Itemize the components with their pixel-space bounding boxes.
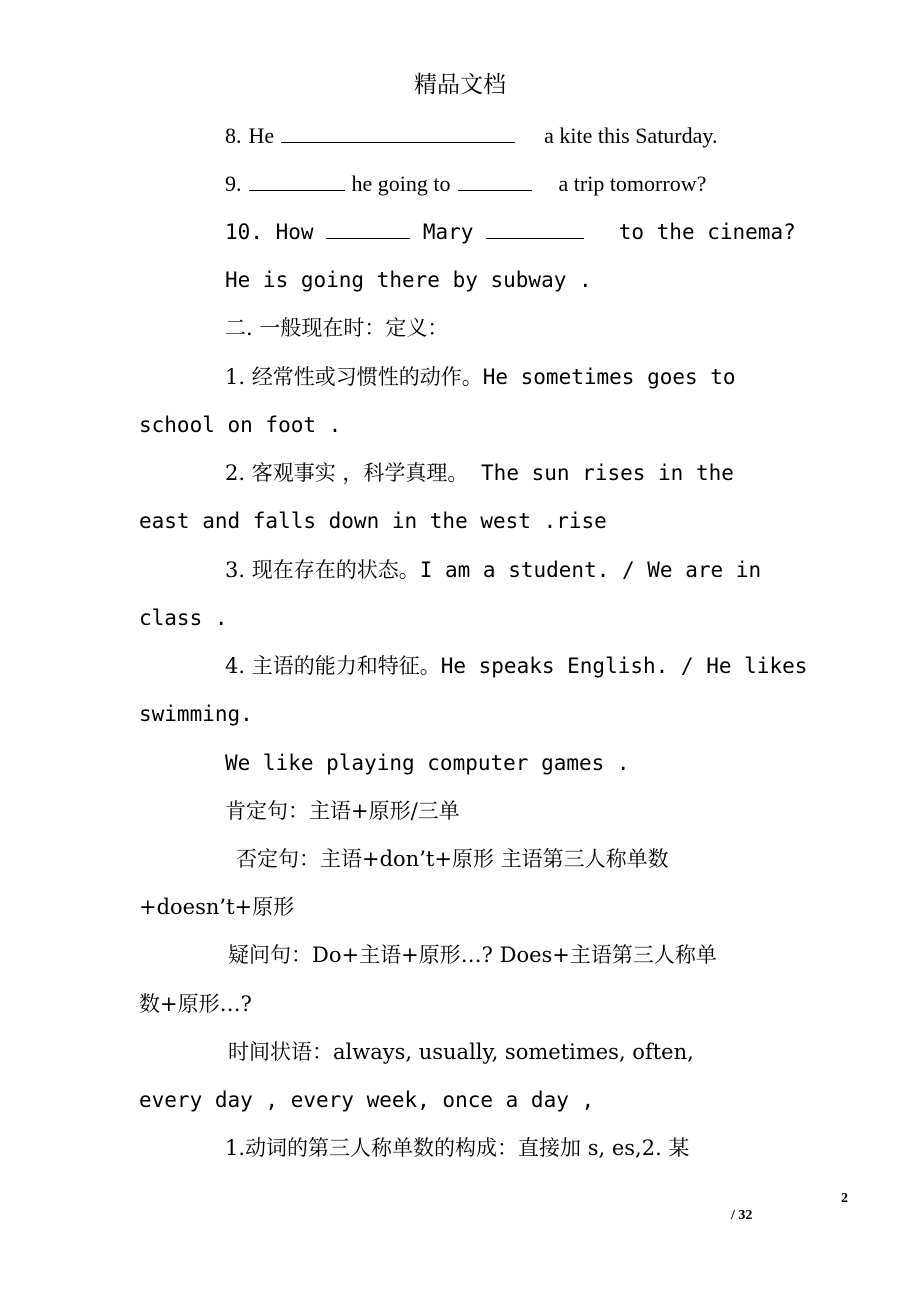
exercise-text: he going to: [351, 171, 451, 196]
definition-continuation: school on foot .: [139, 413, 342, 437]
definition-lead: 4. 主语的能力和特征。: [225, 654, 441, 678]
exercise-9: [225, 169, 706, 200]
answer-blank[interactable]: [326, 218, 410, 239]
exercise-number: 10.: [225, 220, 263, 244]
definition-example: He sometimes goes to: [482, 365, 736, 389]
definition-example: The sun rises in the: [468, 461, 734, 485]
definition-item-3: [225, 555, 761, 586]
exercise-10: [225, 217, 796, 247]
definition-lead: 3. 现在存在的状态。: [225, 558, 420, 582]
definition-lead: 2. 客观事实 ，科学真理。: [225, 461, 469, 485]
exercise-text: to the cinema?: [618, 220, 796, 244]
definition-item-1: [225, 362, 736, 393]
section-title: 二. 一般现在时：定义：: [225, 316, 449, 340]
exercise-8: [225, 121, 717, 152]
definition-item-4: [225, 651, 807, 682]
affirmative-rule: 肯定句：主语+原形/三单: [225, 799, 460, 823]
definition-example: I am a student. / We are in: [419, 558, 762, 582]
exercise-number: 9.: [225, 171, 242, 196]
exercise-answer: He is going there by subway .: [225, 268, 592, 292]
exercise-text: How: [275, 220, 314, 244]
page-total: / 32: [731, 1208, 753, 1223]
time-adverbials: 时间状语：always, usually, sometimes, often,: [228, 1040, 694, 1064]
question-rule: 疑问句：Do+主语+原形…? Does+主语第三人称单: [228, 943, 717, 967]
exercise-number: 8.: [225, 123, 242, 148]
page-number: 2: [841, 1191, 848, 1206]
exercise-subject: He: [248, 123, 275, 148]
definition-lead: 1. 经常性或习惯性的动作。: [225, 365, 483, 389]
answer-blank[interactable]: [486, 218, 584, 239]
definition-continuation: swimming.: [139, 702, 253, 726]
definition-continuation: east and falls down in the west .rise: [139, 509, 607, 533]
exercise-text: a kite this Saturday.: [544, 123, 718, 148]
exercise-text: a trip tomorrow?: [558, 171, 707, 196]
example-sentence: We like playing computer games .: [225, 751, 630, 775]
negative-rule: 否定句：主语+don’t+原形 主语第三人称单数: [236, 847, 669, 871]
definition-item-2: [225, 458, 734, 489]
question-rule-continuation: 数+原形…?: [139, 992, 252, 1016]
time-adverbials-continuation: every day , every week, once a day ,: [139, 1088, 595, 1112]
exercise-text: Mary: [422, 220, 474, 244]
page-header-title: 精品文档: [414, 72, 506, 98]
answer-blank[interactable]: [281, 122, 515, 143]
answer-blank[interactable]: [249, 170, 345, 191]
third-person-rule: 1.动词的第三人称单数的构成：直接加 s, es,2. 某: [225, 1136, 690, 1160]
answer-blank[interactable]: [458, 170, 532, 191]
definition-example: He speaks English. / He likes: [440, 654, 808, 678]
negative-rule-continuation: +doesn’t+原形: [139, 895, 295, 919]
definition-continuation: class .: [139, 606, 228, 630]
